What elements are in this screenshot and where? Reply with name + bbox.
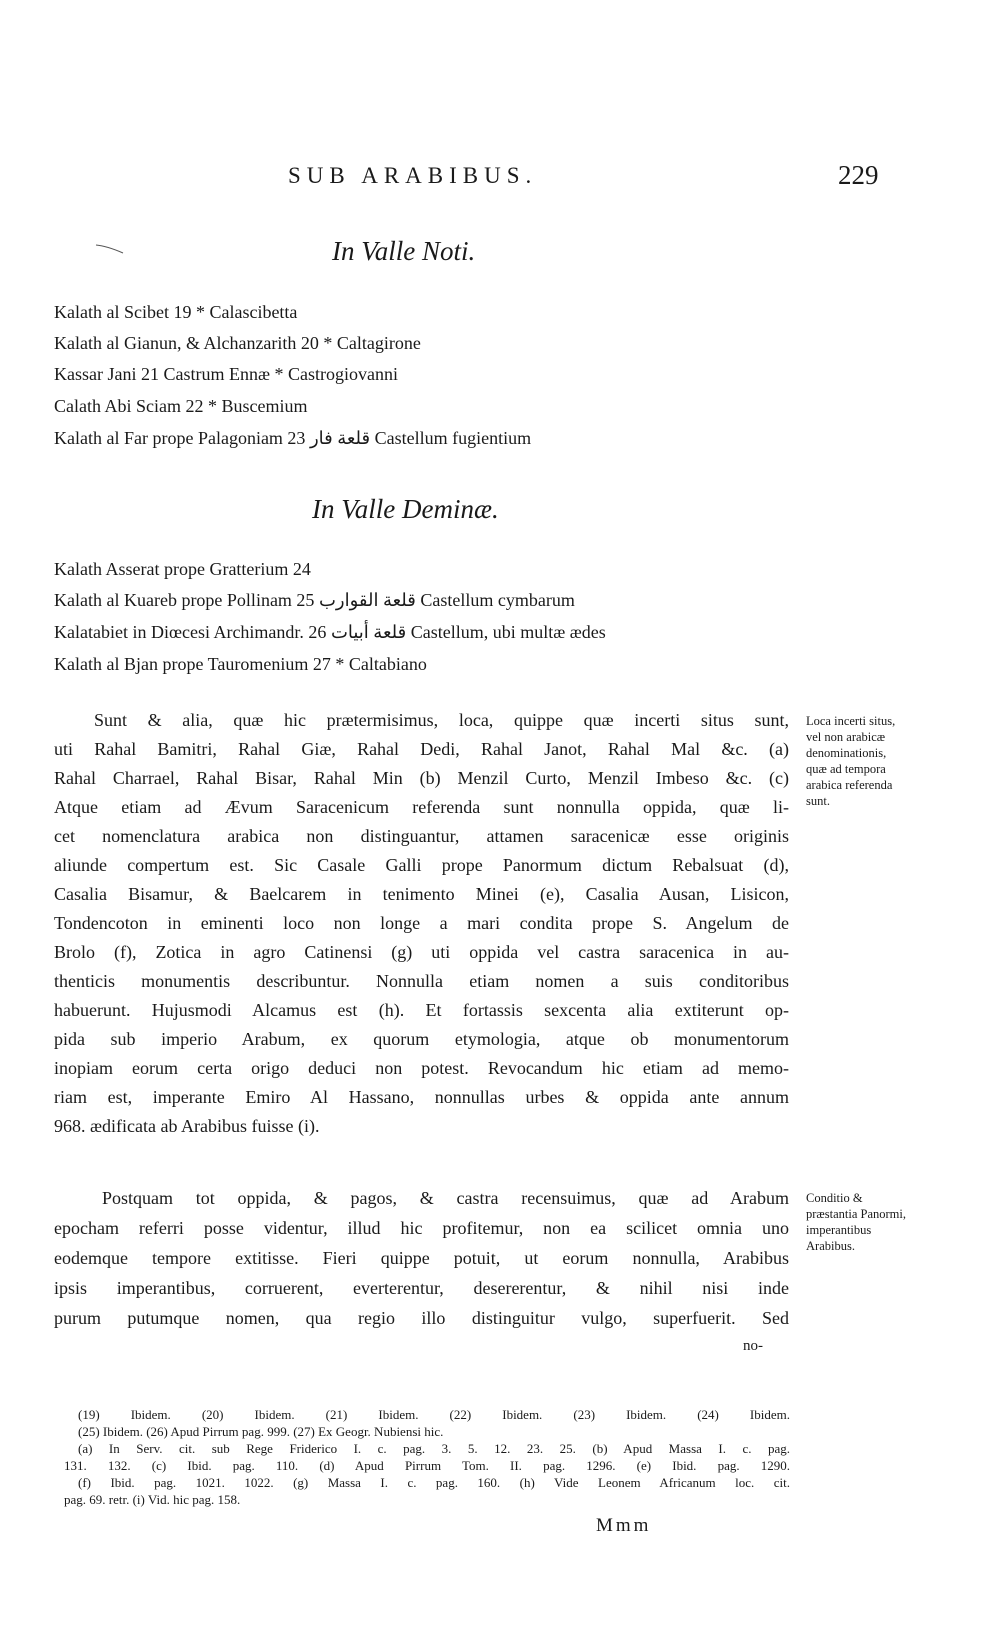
paragraph-line: aliunde compertum est. Sic Casale Galli prope Panormum dictum Rebalsuat (d),	[54, 855, 789, 875]
footnote-line: (f) Ibid. pag. 1021. 1022. (g) Massa I. c. pag. 160. (h) Vide Leonem Africanum loc. cit.	[78, 1475, 790, 1490]
running-title: SUB ARABIBUS.	[288, 163, 538, 188]
footnote-line: pag. 69. retr. (i) Vid. hic pag. 158.	[64, 1492, 241, 1507]
paragraph-line: ipsis imperantibus, corruerent, everterentur, desererentur, & nihil nisi inde	[54, 1278, 789, 1298]
paragraph-line: Casalia Bisamur, & Baelcarem in tenimento Minei (e), Casalia Ausan, Lisicon,	[54, 884, 789, 904]
page-number: 229	[838, 160, 879, 190]
paragraph-line: uti Rahal Bamitri, Rahal Giæ, Rahal Dedi, Rahal Janot, Rahal Mal &c. (a)	[54, 739, 789, 759]
paragraph-line: Rahal Charrael, Rahal Bisar, Rahal Min (b) Menzil Curto, Menzil Imbeso &c. (c)	[54, 768, 789, 788]
paragraph-line: cet nomenclatura arabica non distinguantur, attamen saracenicæ esse originis	[54, 826, 789, 846]
stray-pen-mark	[95, 243, 125, 255]
margin-note: Loca incerti situs, vel non arabicæ denominationis, quæ ad tempora arabica referenda sunt.	[806, 714, 896, 808]
paragraph-line: Brolo (f), Zotica in agro Catinensi (g) uti oppida vel castra saracenica in au-	[54, 942, 789, 962]
paragraph-line: habuerunt. Hujusmodi Alcamus est (h). Et fortassis sexcenta alia extiterunt op-	[54, 1000, 789, 1020]
paragraph-line: 968. ædificata ab Arabibus fuisse (i).	[54, 1116, 320, 1136]
paragraph-line: eodemque tempore extitisse. Fieri quippe potuit, ut eorum nonnulla, Arabibus	[54, 1248, 789, 1268]
section-heading-valle-deminae: In Valle Deminæ.	[312, 494, 499, 524]
place-line: Kalath al Far prope Palagoniam 23 قلعة فار Castellum fugientium	[54, 428, 532, 448]
place-line: Calath Abi Sciam 22 * Buscemium	[54, 396, 308, 416]
signature-mark: Mmm	[596, 1515, 652, 1536]
place-line: Kalath al Bjan prope Tauromenium 27 * Caltabiano	[54, 654, 427, 674]
paragraph-line: epocham referri posse videntur, illud hic profitemur, non ea scilicet omnia uno	[54, 1218, 789, 1238]
paragraph-line: thenticis monumentis describuntur. Nonnulla etiam nomen a suis conditoribus	[54, 971, 789, 991]
footnote-line: (a) In Serv. cit. sub Rege Friderico I. c. pag. 3. 5. 12. 23. 25. (b) Apud Massa I. c. pag.	[78, 1441, 790, 1456]
margin-note: Conditio & præstantia Panormi, imperantibus Arabibus.	[806, 1191, 906, 1253]
footnote-line: (19) Ibidem. (20) Ibidem. (21) Ibidem. (22) Ibidem. (23) Ibidem. (24) Ibidem.	[78, 1407, 790, 1422]
paragraph-line: purum putumque nomen, qua regio illo distinguitur vulgo, superfuerit. Sed	[54, 1308, 789, 1328]
place-line: Kalatabiet in Diœcesi Archimandr. 26 قلعة أبيات Castellum, ubi multæ ædes	[54, 622, 606, 642]
catchword: no-	[743, 1338, 763, 1354]
place-line: Kalath al Scibet 19 * Calascibetta	[54, 302, 298, 322]
place-line: Kalath al Gianun, & Alchanzarith 20 * Caltagirone	[54, 333, 421, 353]
paragraph-line: Tondencoton in eminenti loco non longe a mari condita prope S. Angelum de	[54, 913, 789, 933]
paragraph-line: riam est, imperante Emiro Al Hassano, nonnullas urbes & oppida ante annum	[54, 1087, 789, 1107]
place-line: Kalath al Kuareb prope Pollinam 25 قلعة القوارب Castellum cymbarum	[54, 590, 575, 610]
paragraph-line: pida sub imperio Arabum, ex quorum etymologia, atque ob monumentorum	[54, 1029, 789, 1049]
place-line: Kassar Jani 21 Castrum Ennæ * Castrogiovanni	[54, 364, 398, 384]
paragraph-line: inopiam eorum certa origo deduci non potest. Revocandum hic etiam ad memo-	[54, 1058, 789, 1078]
footnote-line: 131. 132. (c) Ibid. pag. 110. (d) Apud Pirrum Tom. II. pag. 1296. (e) Ibid. pag. 1290.	[64, 1458, 790, 1473]
paragraph-line: Sunt & alia, quæ hic prætermisimus, loca, quippe quæ incerti situs sunt,	[94, 710, 789, 730]
section-heading-valle-noti: In Valle Noti.	[332, 236, 476, 266]
paragraph-line: Postquam tot oppida, & pagos, & castra recensuimus, quæ ad Arabum	[102, 1188, 789, 1208]
footnote-line: (25) Ibidem. (26) Apud Pirrum pag. 999. (27) Ex Geogr. Nubiensi hic.	[78, 1424, 444, 1439]
paragraph-line: Atque etiam ad Ævum Saracenicum referenda sunt nonnulla oppida, quæ li-	[54, 797, 789, 817]
place-line: Kalath Asserat prope Gratterium 24	[54, 559, 311, 579]
